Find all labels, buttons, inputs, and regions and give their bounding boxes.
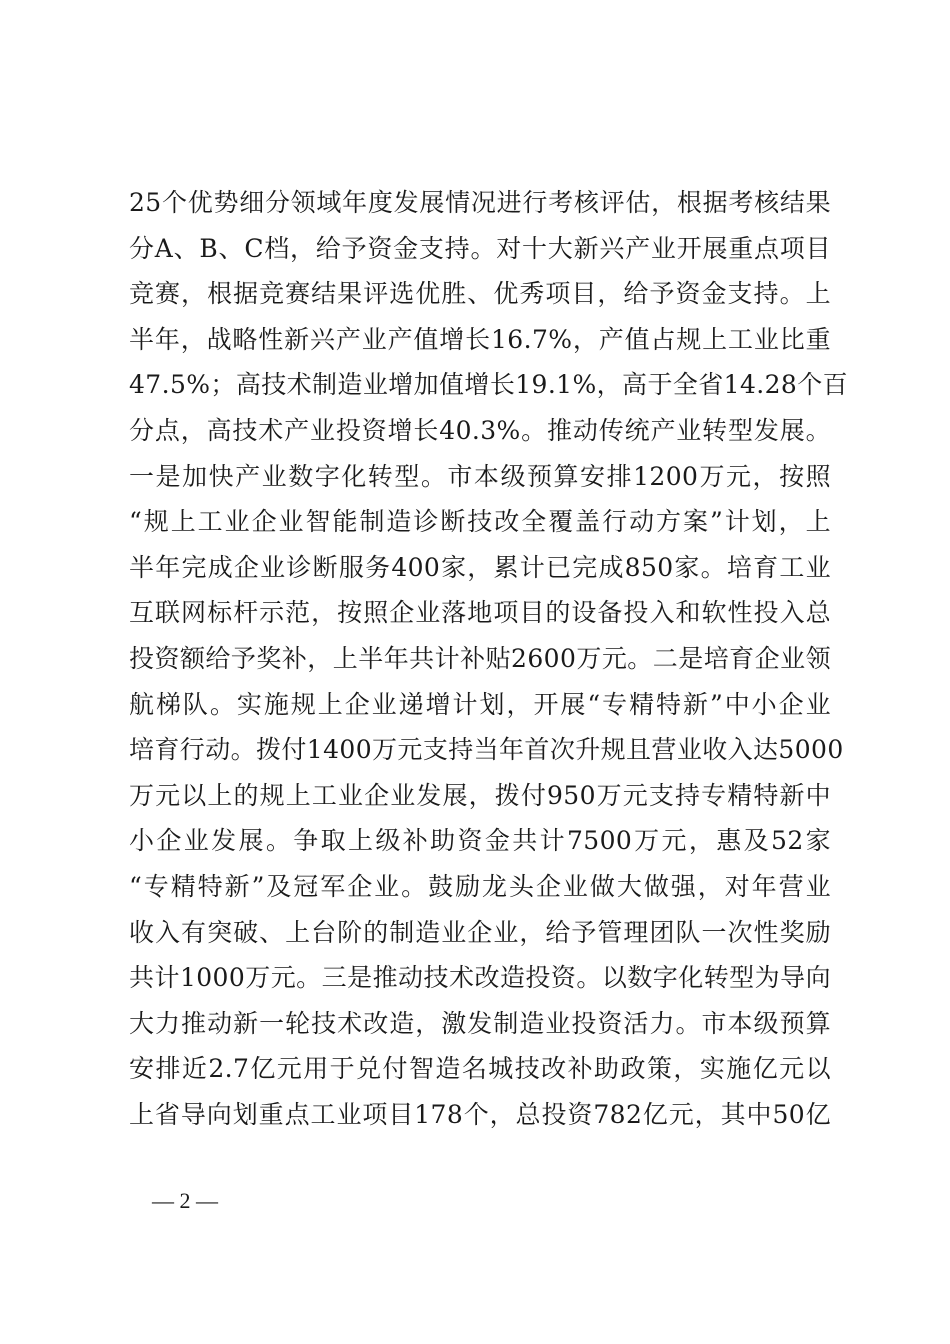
text-line: 万元以上的规上工业企业发展，拨付950万元支持专精特新中 [129,780,831,810]
text-line: 分A、B、C档，给予资金支持。对十大新兴产业开展重点项目 [129,233,831,263]
text-line: 安排近2.7亿元用于兑付智造名城技改补助政策，实施亿元以 [129,1054,831,1084]
text-line: 收入有突破、上台阶的制造业企业，给予管理团队一次性奖励 [129,917,831,947]
text-line: 培育行动。拨付1400万元支持当年首次升规且营业收入达5000 [129,735,844,765]
text-line: “专精特新”及冠军企业。鼓励龙头企业做大做强，对年营业 [129,871,831,901]
text-line: 分点，高技术产业投资增长40.3%。推动传统产业转型发展。 [129,415,831,445]
text-line: 25个优势细分领域年度发展情况进行考核评估，根据考核结果 [129,188,831,217]
text-line: 47.5%；高技术制造业增加值增长19.1%，高于全省14.28个百 [129,370,849,400]
text-line: 小企业发展。争取上级补助资金共计7500万元，惠及52家 [129,826,831,856]
text-line: 互联网标杆示范，按照企业落地项目的设备投入和软性投入总 [129,598,831,628]
text-line: 一是加快产业数字化转型。市本级预算安排1200万元，按照 [129,461,831,491]
text-line: 共计1000万元。三是推动技术改造投资。以数字化转型为导向 [129,963,831,993]
page-number: — 2 — [152,1188,218,1213]
text-line: 上省导向划重点工业项目178个，总投资782亿元，其中50亿 [129,1099,831,1129]
text-line: 竞赛，根据竞赛结果评选优胜、优秀项目，给予资金支持。上 [129,279,831,309]
body-paragraph [129,180,849,1137]
text-line: 航梯队。实施规上企业递增计划，开展“专精特新”中小企业 [129,689,831,719]
text-line: 半年完成企业诊断服务400家，累计已完成850家。培育工业 [129,552,831,582]
text-line: 大力推动新一轮技术改造，激发制造业投资活力。市本级预算 [129,1008,831,1038]
text-line: 投资额给予奖补，上半年共计补贴2600万元。二是培育企业领 [129,643,831,673]
text-line: 半年，战略性新兴产业产值增长16.7%，产值占规上工业比重 [129,324,831,354]
text-line: “规上工业企业智能制造诊断技改全覆盖行动方案”计划，上 [129,507,831,537]
